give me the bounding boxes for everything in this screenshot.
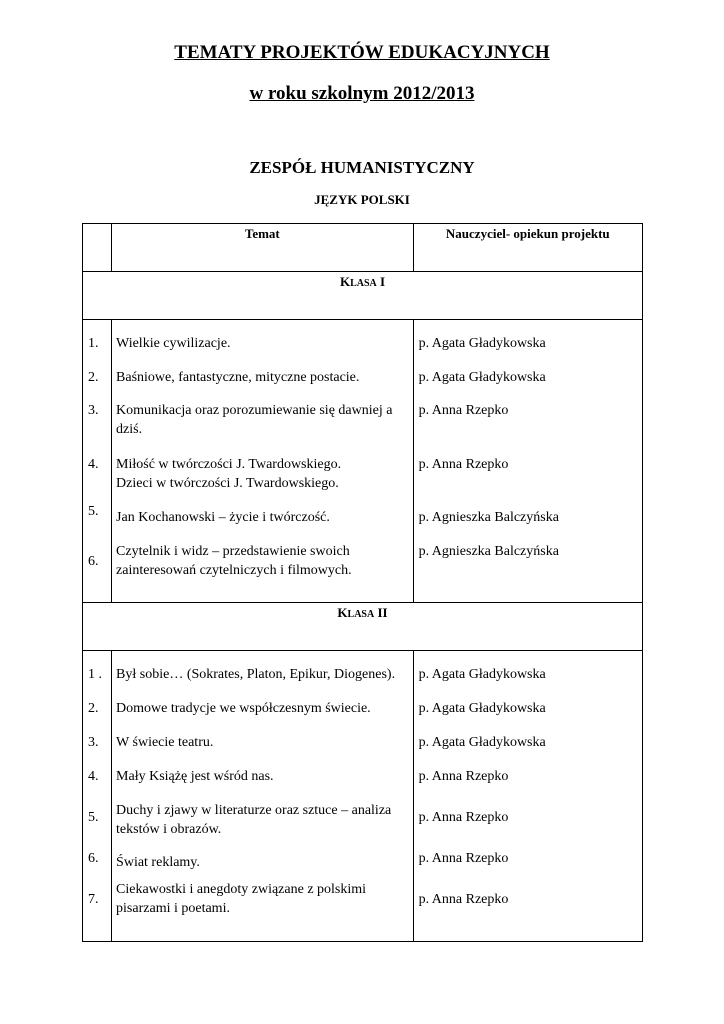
topic-text: Wielkie cywilizacje. <box>116 336 231 351</box>
header-teacher: Nauczyciel- opiekun projektu <box>413 224 642 272</box>
class-1-body <box>83 320 643 603</box>
teacher-name: p. Anna Rzepko <box>418 810 509 825</box>
list-item-number: 1 . <box>88 667 102 682</box>
list-item-number: 3. <box>88 403 99 418</box>
class-2-numbers <box>83 651 112 942</box>
topic-text: Czytelnik i widz – przedstawienie swoich zainteresowań czytelniczych i filmowych. <box>116 544 352 578</box>
list-item-number: 5. <box>88 504 99 519</box>
list-item-number: 6. <box>88 851 99 866</box>
class-1-topics <box>112 320 414 603</box>
subject-heading: JĘZYK POLSKI <box>314 192 410 207</box>
document-title: TEMATY PROJEKTÓW EDUKACYJNYCH <box>174 42 550 63</box>
header-num-cell <box>83 224 112 272</box>
class-2-body <box>83 651 643 942</box>
team-heading: ZESPÓŁ HUMANISTYCZNY <box>249 158 475 177</box>
class-2-label: KLASA II <box>83 603 643 651</box>
list-item-number: 1. <box>88 336 99 351</box>
topic-text: Komunikacja oraz porozumiewanie się dawniej a dziś. <box>116 403 393 437</box>
topic-text: Był sobie… (Sokrates, Platon, Epikur, Diogenes). <box>116 667 396 682</box>
teacher-name: p. Agata Gładykowska <box>418 701 546 716</box>
teacher-name: p. Anna Rzepko <box>418 403 509 418</box>
list-item-number: 2. <box>88 370 99 385</box>
class-1-row <box>83 272 643 320</box>
class-2-topics <box>112 651 414 942</box>
teacher-name: p. Anna Rzepko <box>418 769 509 784</box>
list-item-number: 3. <box>88 735 99 750</box>
table-header-row <box>83 224 643 272</box>
list-item-number: 4. <box>88 457 99 472</box>
topic-text: Dzieci w twórczości J. Twardowskiego. <box>116 476 339 491</box>
class-1-teachers <box>413 320 642 603</box>
topic-text: Ciekawostki i anegdoty związane z polskimi pisarzami i poetami. <box>116 882 367 916</box>
teacher-name: p. Agnieszka Balczyńska <box>418 544 559 559</box>
list-item-number: 6. <box>88 554 99 569</box>
header-topic: Temat <box>112 224 414 272</box>
topic-text: Świat reklamy. <box>116 855 200 870</box>
list-item-number: 2. <box>88 701 99 716</box>
class-1-numbers <box>83 320 112 603</box>
list-item-number: 7. <box>88 892 99 907</box>
class-2-row <box>83 603 643 651</box>
document-subtitle: w roku szkolnym 2012/2013 <box>249 83 475 104</box>
teacher-name: p. Agata Gładykowska <box>418 370 546 385</box>
list-item-number: 5. <box>88 810 99 825</box>
topic-text: Baśniowe, fantastyczne, mityczne postacie. <box>116 370 360 385</box>
projects-table <box>82 223 643 942</box>
teacher-name: p. Anna Rzepko <box>418 892 509 907</box>
teacher-name: p. Agata Gładykowska <box>418 336 546 351</box>
list-item-number: 4. <box>88 769 99 784</box>
topic-text: Mały Książę jest wśród nas. <box>116 769 274 784</box>
topic-text: Miłość w twórczości J. Twardowskiego. <box>116 457 342 472</box>
topic-text: Duchy i zjawy w literaturze oraz sztuce – analiza tekstów i obrazów. <box>116 803 392 837</box>
teacher-name: p. Agata Gładykowska <box>418 735 546 750</box>
topic-text: Jan Kochanowski – życie i twórczość. <box>116 510 330 525</box>
teacher-name: p. Anna Rzepko <box>418 851 509 866</box>
teacher-name: p. Agnieszka Balczyńska <box>418 510 559 525</box>
teacher-name: p. Anna Rzepko <box>418 457 509 472</box>
topic-text: W świecie teatru. <box>116 735 214 750</box>
teacher-name: p. Agata Gładykowska <box>418 667 546 682</box>
class-2-teachers <box>413 651 642 942</box>
class-1-label: KLASA I <box>83 272 643 320</box>
topic-text: Domowe tradycje we współczesnym świecie. <box>116 701 371 716</box>
